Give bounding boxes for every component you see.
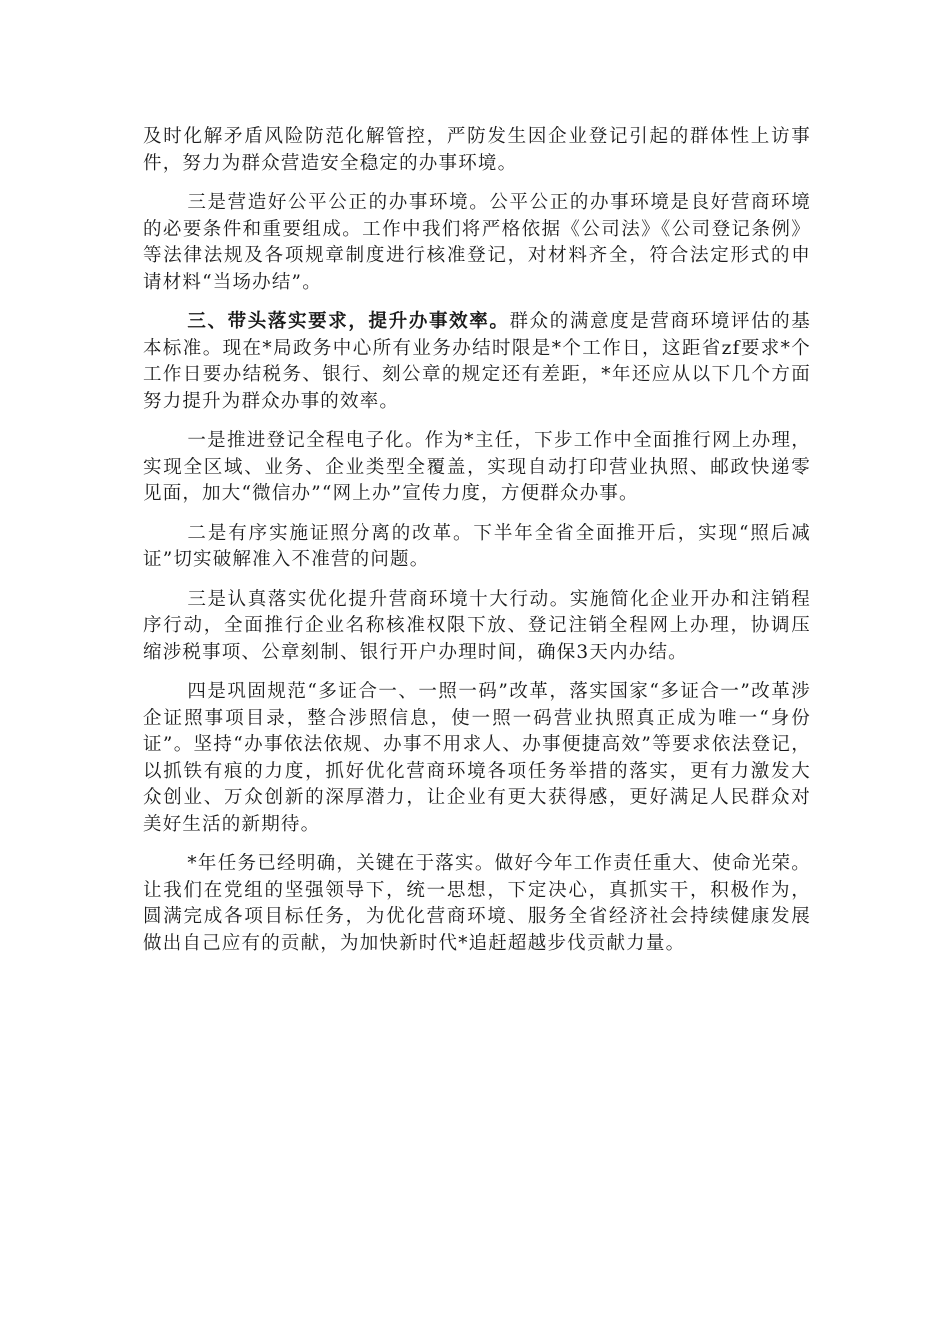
paragraph-fair-environment: 三是营造好公平公正的办事环境。公平公正的办事环境是良好营商环境的必要条件和重要组成。工作中我们将严格依据《公司法》《公司登记条例》等法律法规及各项规章制度进行核准登记，对材料齐全，符合法定形式的申请材料“当场办结”。 [143,192,811,293]
paragraph-ten-actions: 三是认真落实优化提升营商环境十大行动。实施简化企业开办和注销程序行动，全面推行企业名称核准权限下放、登记注销全程网上办理，协调压缩涉税事项、公章刻制、银行开户办理时间，确保3天内办结。 [143,588,811,663]
paragraph-license-reform: 二是有序实施证照分离的改革。下半年全省全面推开后，实现“照后减证”切实破解准入不准营的问题。 [143,522,811,570]
paragraph-e-registration: 一是推进登记全程电子化。作为*主任，下步工作中全面推行网上办理，实现全区域、业务、企业类型全覆盖，实现自动打印营业执照、邮政快递零见面，加大“微信办”“网上办”宣传力度，方便群众办事。 [143,430,811,504]
paragraph-conclusion: *年任务已经明确，关键在于落实。做好今年工作责任重大、使命光荣。让我们在党组的坚强领导下，统一思想，下定决心，真抓实干，积极作为，圆满完成各项目标任务，为优化营商环境、服务全省经济社会持续健康发展做出自己应有的贡献，为加快新时代*追赶超越步伐贡献力量。 [143,853,811,954]
document-page [143,124,811,970]
paragraph-multi-certificate: 四是巩固规范“多证合一、一照一码”改革，落实国家“多证合一”改革涉企证照事项目录，整合涉照信息，使一照一码营业执照真正成为唯一“身份证”。坚持“办事依法依规、办事不用求人、办事便捷高效”等要求依法登记，以抓铁有痕的力度，抓好优化营商环境各项任务举措的落实，更有力激发大众创业、万众创新的深厚潜力，让企业有更大获得感，更好满足人民群众对美好生活的新期待。 [143,681,811,835]
paragraph-efficiency [143,309,811,415]
section-heading: 三、带头落实要求，提升办事效率。 [187,311,510,332]
paragraph-risk-control: 及时化解矛盾风险防范化解管控，严防发生因企业登记引起的群体性上访事件，努力为群众营造安全稳定的办事环境。 [143,126,811,174]
section-body: 群众的满意度是营商环境评估的基本标准。现在*局政务中心所有业务办结时限是*个工作日，这距省zf要求*个工作日要办结税务、银行、刻公章的规定还有差距，*年还应从以下几个方面努力提升为群众办事的效率。 [143,311,811,412]
